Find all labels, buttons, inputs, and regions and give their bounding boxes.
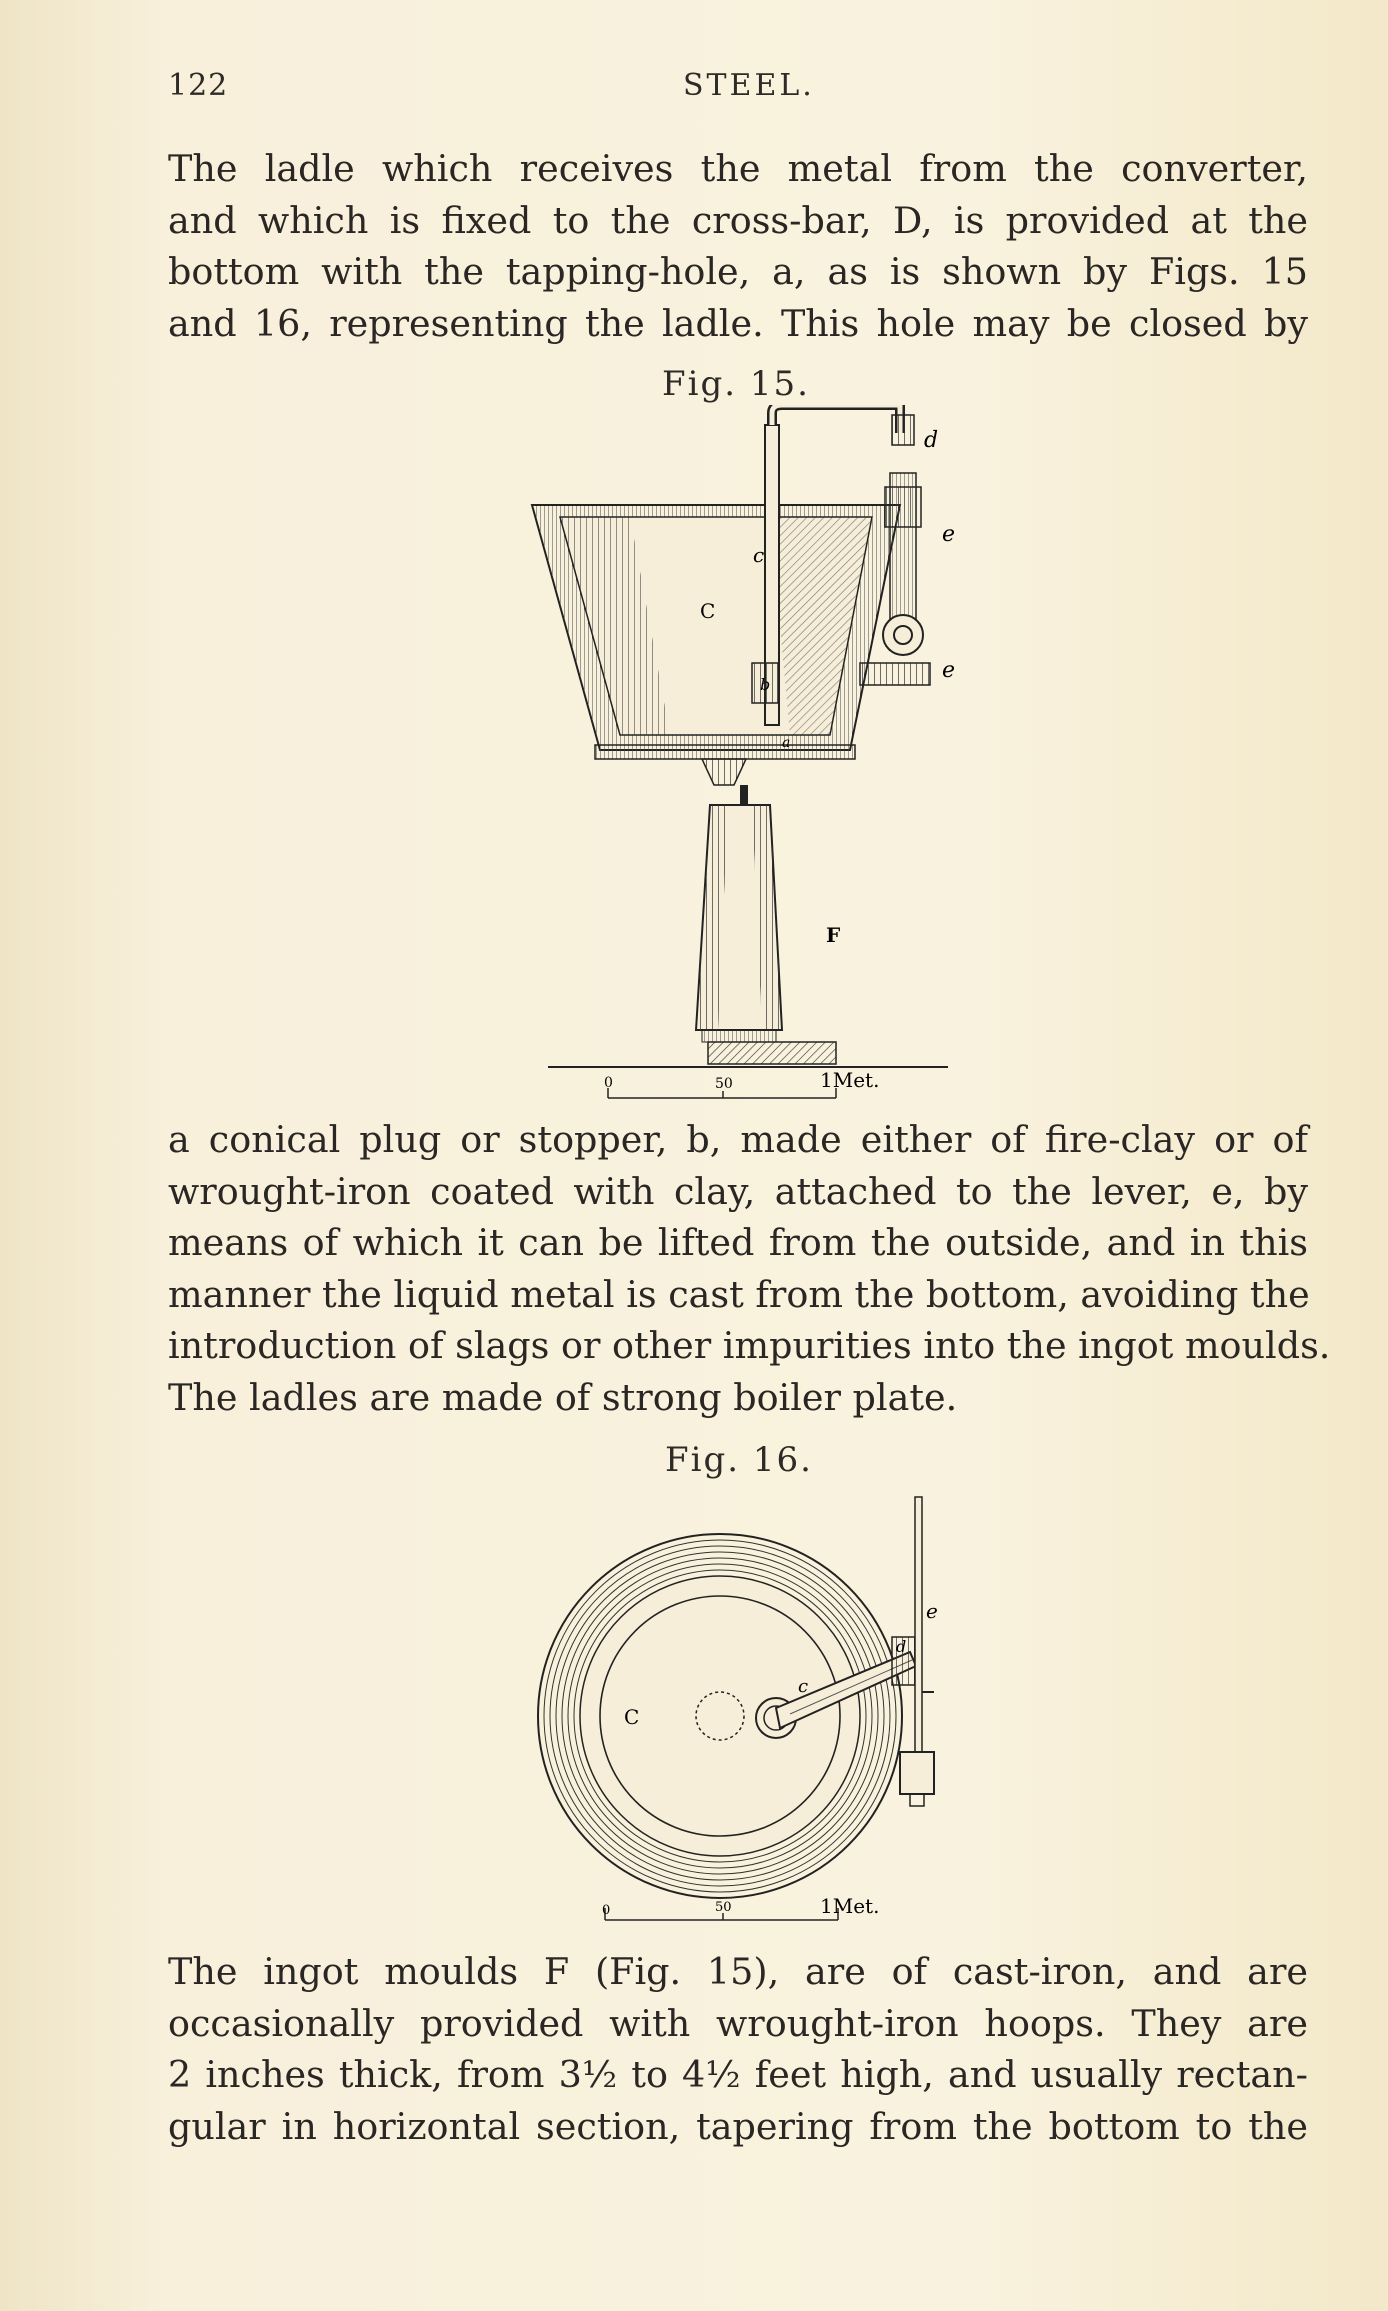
label-C: C — [624, 1705, 640, 1729]
figure-15-ladle-illustration — [520, 405, 960, 1115]
text-line: gular in horizontal section, tapering from the bottom to the — [168, 2104, 1308, 2148]
label-d: d — [924, 428, 939, 453]
text-line: means of which it can be lifted from the outside, and in this — [168, 1221, 1308, 1264]
scale-bar — [602, 1894, 879, 1920]
text-line: manner the liquid metal is cast from the bottom, avoiding the — [168, 1272, 1310, 1316]
scale-label-zero: 0 — [602, 1903, 611, 1918]
ladle-body — [532, 505, 900, 785]
label-b: b — [760, 675, 771, 694]
text-line: introduction of slags or other impurities into the ingot moulds. — [168, 1324, 1331, 1367]
text-line: wrought-iron coated with clay, attached to the lever, e, by — [168, 1169, 1308, 1213]
figure-16-ladle-plan-illustration — [530, 1492, 950, 1952]
text-line: The ladle which receives the metal from the converter, — [168, 147, 1308, 190]
label-d: d — [896, 1637, 907, 1656]
scale-label-mid: 50 — [715, 1900, 732, 1915]
text-line: 2 inches thick, from 3½ to 4½ feet high, and usually rectan- — [168, 2053, 1308, 2096]
text-line: The ingot moulds F (Fig. 15), are of cast-iron, and are — [168, 1950, 1308, 1993]
text-line: and which is fixed to the cross-bar, D, is provided at the — [168, 198, 1308, 242]
label-e: e — [926, 1599, 938, 1623]
paragraph-ingot-moulds — [168, 1946, 1308, 2152]
text-line: a conical plug or stopper, b, made either of fire-clay or of — [168, 1118, 1308, 1161]
label-e-upper: e — [942, 522, 956, 547]
figure-16-caption: Fig. 16. — [665, 1440, 813, 1480]
scale-bar — [604, 1068, 879, 1098]
label-F: F — [826, 923, 841, 947]
ingot-mould — [548, 785, 948, 1067]
text-line: and 16, representing the ladle. This hole may be closed by — [168, 301, 1308, 345]
label-e-lower: e — [942, 658, 956, 683]
label-C: C — [700, 599, 716, 623]
scale-label-end: 1Met. — [820, 1068, 880, 1092]
ladle-plan — [538, 1534, 902, 1898]
text-line: bottom with the tapping-hole, a, as is shown by Figs. 15 — [168, 250, 1308, 293]
label-c: c — [753, 543, 765, 567]
text-line: The ladles are made of strong boiler plate. — [168, 1375, 958, 1419]
paragraph-stopper — [168, 1114, 1331, 1423]
label-c: c — [798, 1676, 809, 1697]
figure-15-caption: Fig. 15. — [662, 364, 810, 404]
page-number: 122 — [168, 68, 229, 103]
scale-label-zero: 0 — [604, 1075, 613, 1091]
running-title: STEEL. — [683, 68, 815, 103]
label-a: a — [782, 735, 791, 751]
scale-label-end: 1Met. — [820, 1894, 880, 1918]
scale-label-mid: 50 — [715, 1076, 733, 1092]
text-line: occasionally provided with wrought-iron hoops. They are — [168, 2001, 1308, 2045]
paragraph-ladle-intro — [168, 143, 1308, 349]
